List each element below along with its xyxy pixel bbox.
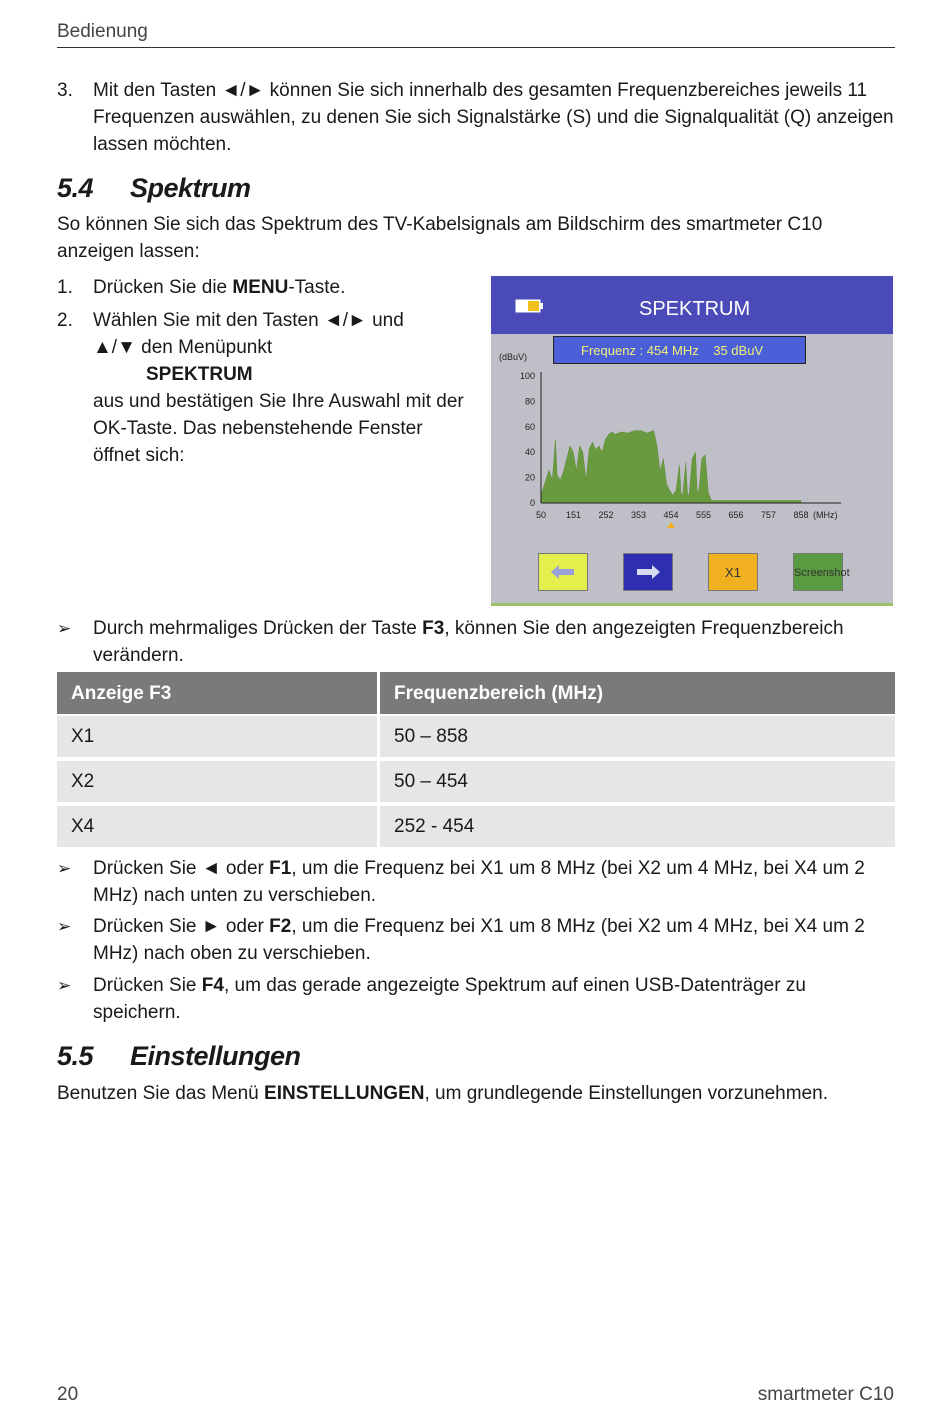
step-text [93,307,467,469]
x-tick-label: 555 [695,510,712,520]
step-number: 1. [57,277,73,298]
key-name: MENU [232,277,289,298]
text-run: , um grundlegende Einstellungen vorzunehmen. [424,1083,828,1104]
text-run: , können Sie den angezeigten Frequenzbereich verändern. [93,618,844,666]
einstellungen-paragraph [57,1080,895,1107]
x-tick-label: 353 [630,510,647,520]
table-cell: X4 [57,806,380,851]
column-header: Anzeige F3 [57,672,380,716]
spectrum-area [541,431,801,503]
intro-paragraph: So können Sie sich das Spektrum des TV-Kabelsignals am Bildschirm des smartmeter C10 anzeigen lassen: [57,214,823,262]
bullet-arrow-icon: ➢ [57,917,72,936]
menu-name: EINSTELLUNGEN [264,1083,425,1104]
text-run: -Taste. [288,277,346,298]
text-run: Durch mehrmaliges Drücken der Taste [93,618,423,639]
table-row [57,716,895,761]
text-run: Benutzen Sie das Menü [57,1083,265,1104]
table-header-row [57,672,895,716]
left-arrow-button[interactable] [538,553,588,591]
text-run: Drücken Sie die [93,277,233,298]
section-title: Spektrum [130,173,251,203]
y-tick-label: 20 [524,472,535,483]
key-name: F2 [269,916,292,937]
text-line: ▲/▼ den Menüpunkt [93,337,273,358]
screenshot-button[interactable] [793,553,850,591]
table-row [57,806,895,851]
zoom-label: X1 [725,565,741,580]
table-cell: X1 [57,716,380,761]
frequency-range-table [57,672,895,851]
right-arrow-button[interactable] [623,553,673,591]
bullet-arrow-icon: ➢ [57,619,72,638]
step-number: 2. [57,310,73,331]
text-run: , um das gerade angezeigte Spektrum auf einen USB-Datenträger zu speichern. [93,975,806,1023]
key-name: F3 [422,618,445,639]
bullet-text [93,615,895,669]
y-tick-label: 100 [519,371,535,381]
y-tick-label: 60 [524,421,535,432]
x-tick-label: 858 [793,510,809,520]
device-screenshot [491,276,893,606]
step-number: 3. [57,80,73,101]
x-tick-label: 454 [663,510,679,520]
y-tick-label: 80 [524,396,535,407]
x-tick-label: 50 [535,510,547,520]
step-text: Mit den Tasten ◄/► können Sie sich innerhalb des gesamten Frequenzbereiches jeweils 11 Frequenzen auswählen, zu denen Sie sich Signalstärke (S) und die Signalqualität (Q) anzeigen lassen möchten. [93,80,894,155]
table-cell: 252 - 454 [380,806,895,851]
screenshot-label: Screenshot [794,567,850,579]
y-axis-label: (dBuV) [499,352,528,362]
table-cell: X2 [57,761,380,806]
screen-bottom-border [491,603,893,606]
text-line: Wählen Sie mit den Tasten ◄/► und [93,310,404,331]
text-run: Drücken Sie ► oder [93,916,270,937]
footer-product: smartmeter C10 [757,1384,894,1405]
table-cell: 50 – 858 [380,716,895,761]
screen-title: SPEKTRUM [639,298,751,320]
x-tick-label: 656 [728,510,744,520]
section-number: 5.4 [57,173,94,203]
x-axis-label: (MHz) [813,510,838,520]
table-cell: 50 – 454 [380,761,895,806]
bullet-arrow-icon: ➢ [57,976,72,995]
step-2 [57,307,467,467]
zoom-x1-button[interactable] [708,553,758,591]
step-text [93,274,477,301]
x-tick-label: 151 [565,510,582,520]
y-tick-label: 0 [529,498,535,508]
table-row [57,761,895,806]
running-header [57,20,895,48]
bullet-text [93,972,895,1026]
key-name: F1 [269,858,292,879]
header-title: Bedienung [57,21,148,42]
text-run: , um die Frequenz bei X1 um 8 MHz (bei X2 um 4 MHz, bei X4 um 2 MHz) nach unten zu verschieben. [93,858,865,906]
bullet-arrow-icon: ➢ [57,859,72,878]
section-heading-5-5 [57,1040,301,1072]
text-line: aus und bestätigen Sie Ihre Auswahl mit der OK-Taste. Das nebenstehende Fenster öffnet sich: [93,391,464,466]
bullet-text [93,913,895,967]
key-name: F4 [201,975,224,996]
frequency-marker [667,522,675,528]
arrow-left-icon [539,554,587,590]
text-run: Drücken Sie ◄ oder [93,858,270,879]
frequency-readout: Frequenz : 454 MHz 35 dBuV [553,336,806,364]
column-header: Frequenzbereich (MHz) [380,672,895,716]
text-run: , um die Frequenz bei X1 um 8 MHz (bei X2 um 4 MHz, bei X4 um 2 MHz) nach oben zu verschieben. [93,916,865,964]
arrow-right-icon [624,554,672,590]
section-title: Einstellungen [130,1041,301,1071]
x-tick-label: 252 [598,510,614,520]
section-heading-5-4 [57,172,251,204]
bullet-text [93,855,895,909]
y-tick-label: 40 [524,447,535,458]
spectrum-chart [491,276,893,536]
section-number: 5.5 [57,1041,94,1071]
text-run: Drücken Sie [93,975,202,996]
page-number: 20 [57,1384,79,1405]
menu-item-name: SPEKTRUM [146,364,253,385]
x-tick-label: 757 [760,510,777,520]
